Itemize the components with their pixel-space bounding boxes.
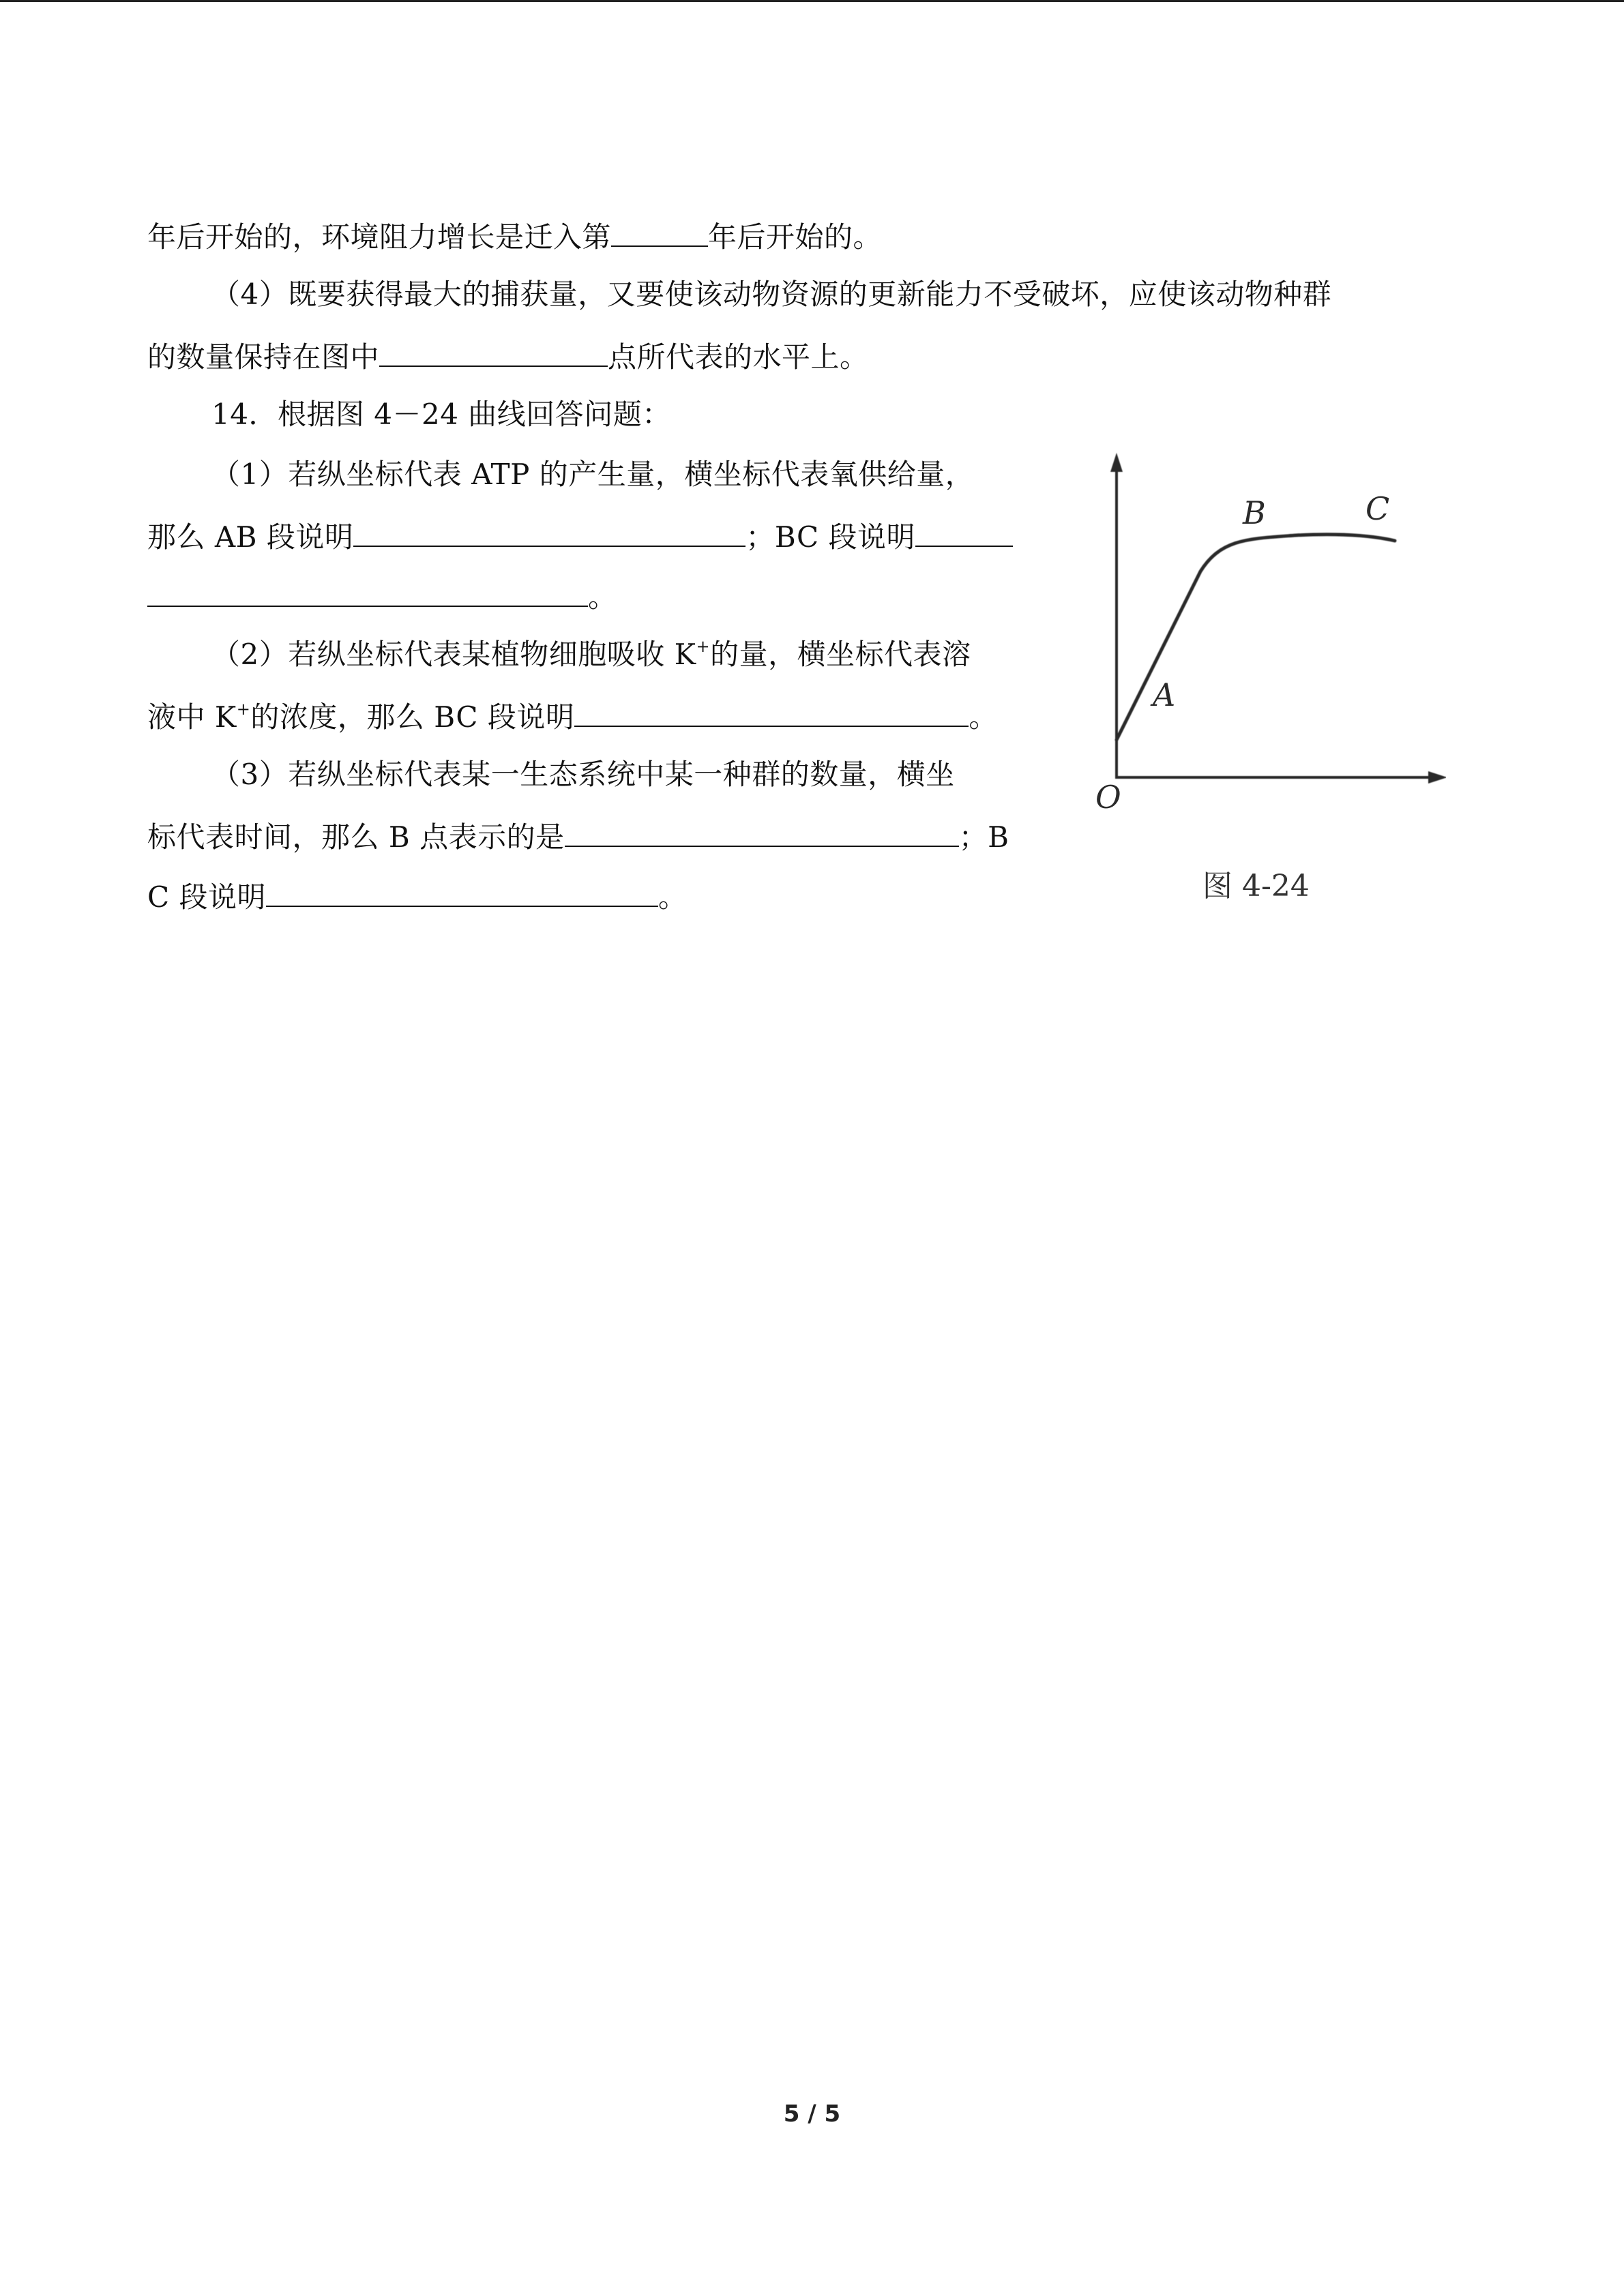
top-border xyxy=(0,0,1624,2)
blank-field[interactable] xyxy=(574,694,969,727)
point-a-label: A xyxy=(1153,676,1176,713)
q14-part1-line-1: （1）若纵坐标代表 ATP 的产生量，横坐标代表氧供给量， xyxy=(211,458,975,491)
q13-line-1: 年后开始的，环境阻力增长是迁入第 年后开始的。 xyxy=(147,214,882,258)
y-axis-arrow xyxy=(1110,453,1123,472)
point-b-label: B xyxy=(1243,494,1266,531)
q14-part2-line-2: 液中 K+的浓度，那么 BC 段说明 。 xyxy=(147,694,998,738)
page-number: 5 / 5 xyxy=(783,2100,841,2128)
q13-part4-line-2: 的数量保持在图中 点所代表的水平上。 xyxy=(147,334,869,378)
q14-part1-line-3: 。 xyxy=(147,574,617,618)
figure-caption: 图 4-24 xyxy=(1202,869,1310,904)
q14-part1-line-2: 那么 AB 段说明 ；BC 段说明 xyxy=(147,514,1013,558)
blank-field[interactable] xyxy=(266,874,658,907)
q14-part3-line-3: C 段说明 。 xyxy=(147,874,688,918)
blank-field[interactable] xyxy=(147,574,588,607)
blank-field[interactable] xyxy=(565,814,959,847)
blank-field[interactable] xyxy=(611,214,708,247)
q14-title: 14．根据图 4－24 曲线回答问题： xyxy=(211,398,671,431)
blank-field[interactable] xyxy=(353,514,745,547)
point-c-label: C xyxy=(1365,490,1390,527)
x-axis-arrow xyxy=(1428,771,1446,784)
blank-field[interactable] xyxy=(379,334,608,367)
q14-part3-line-1: （3）若纵坐标代表某一生态系统中某一种群的数量，横坐 xyxy=(211,758,955,791)
q13-part4-line-1: （4）既要获得最大的捕获量，又要使该动物资源的更新能力不受破坏，应使该动物种群 xyxy=(211,278,1332,311)
q14-part3-line-2: 标代表时间，那么 B 点表示的是 ；B xyxy=(147,814,1009,858)
origin-label: O xyxy=(1095,779,1121,816)
figure-4-24 xyxy=(1091,449,1446,912)
blank-field[interactable] xyxy=(915,514,1013,547)
q14-part2-line-1: （2）若纵坐标代表某植物细胞吸收 K+的量，横坐标代表溶 xyxy=(211,637,971,671)
